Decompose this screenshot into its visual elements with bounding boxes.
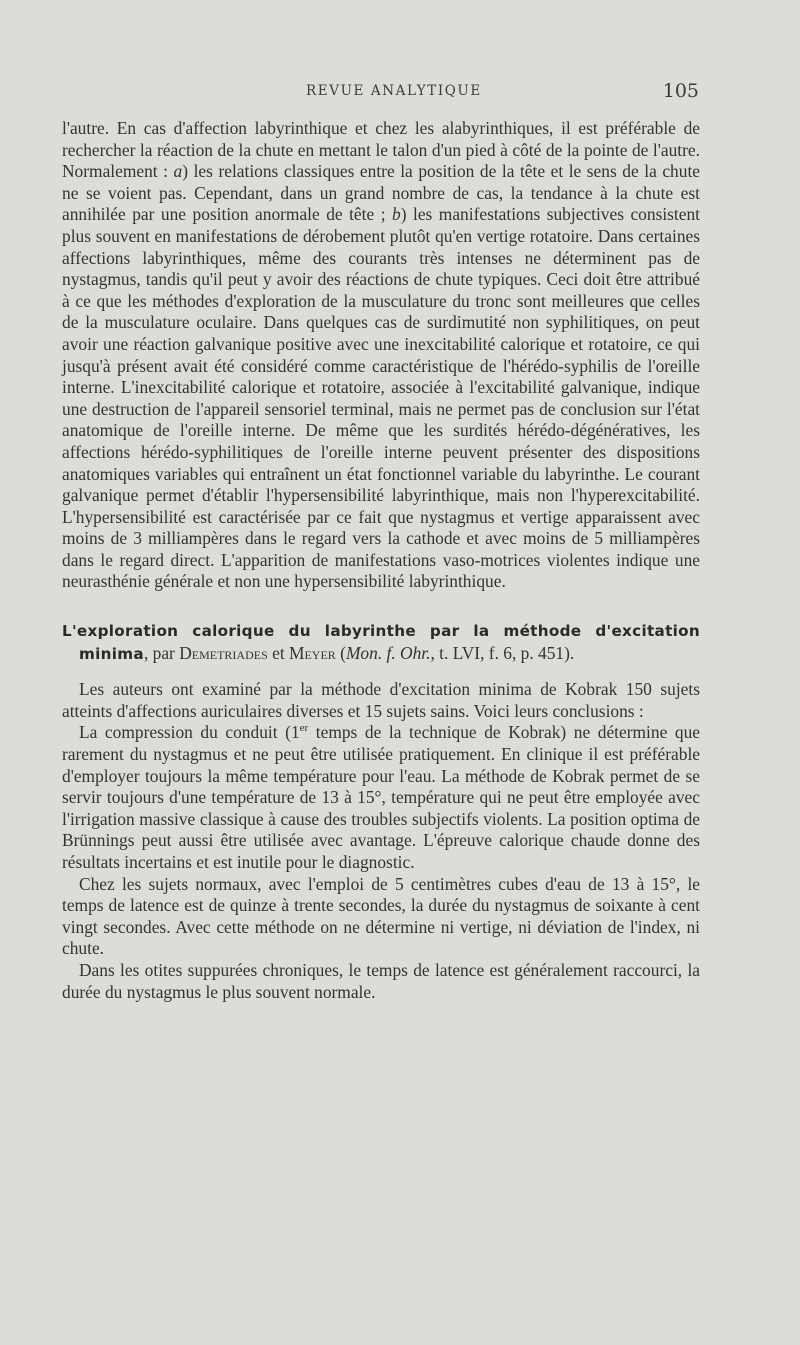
ref-open: ( [335, 642, 346, 663]
page-number: 105 [662, 80, 699, 102]
article-body [62, 118, 700, 1003]
article-title: L'exploration calorique du labyrinthe par la méthode d'excitation minima [62, 622, 700, 663]
list-label-a: a [173, 161, 183, 182]
paragraph-compression [62, 722, 700, 873]
running-head: REVUE ANALYTIQUE [306, 83, 482, 99]
list-label-b: b [392, 204, 401, 225]
ordinal-superscript: er [299, 722, 309, 735]
article-by: , par [143, 642, 180, 663]
intro-text-a: l'autre. En cas d'affection labyrinthique et chez les alabyrinthiques, il est préférable de rechercher la réaction de la chute en mettant le talon d'un pied à côté de la pointe de l'autre. Normalement : [62, 118, 700, 182]
page-header [74, 80, 699, 104]
author-meyer: Meyer [289, 642, 336, 663]
paragraph-normal-subjects: Chez les sujets normaux, avec l'emploi de 5 centimètres cubes d'eau de 13 à 15°, le temps de latence est de quinze à trente secondes, la durée du nystagmus de soixante à cent vingt secondes. Avec cette méthode on ne détermine ni vertige, ni déviation de l'index, ni chute. [62, 873, 700, 959]
ref-rest: , t. LVI, f. 6, p. 451). [430, 642, 575, 663]
paragraph-otitis: Dans les otites suppurées chroniques, le temps de latence est généralement raccourci, la durée du nystagmus le plus souvent normale. [62, 959, 700, 1002]
author-demetriades: Demetriades [179, 642, 268, 663]
intro-paragraph [62, 118, 700, 593]
intro-text-b: ) les relations classiques entre la position de la tête et le sens de la chute ne se voient pas. Cependant, dans un grand nombre de cas, la tendance à la chute est annihilée par une position anormale de tête ; [62, 161, 700, 225]
intro-text-c: ) les manifestations subjectives consistent plus souvent en manifestations de dérobement plutôt qu'en vertige rotatoire. Dans certaines affections labyrinthiques, même des courants très intenses ne déterminent pas de nystagmus, tandis qu'il peut y avoir des réactions de chute typiques. Ceci doit être attribué à ce que les méthodes d'exploration de la musculature du tronc sont meilleures que celles de la musculature oculaire. Dans quelques cas de surdimutité non syphilitiques, on peut avoir une réaction galvanique positive avec une inexcitabilité calorique et rotatoire, ce qui jusqu'à présent avait été considéré comme caractéristique de l'hérédo-syphilis de l'oreille interne. L'inexcitabilité calorique et rotatoire, associée à l'excitabilité galvanique, indique une destruction de l'appareil sensoriel terminal, mais ne permet pas de conclusion sur l'état anatomique de l'oreille interne. De même que les surdités hérédo-dégénératives, les affections hérédo-syphilitiques de l'oreille interne peuvent présenter des dispositions anatomiques variables qui entraînent un état fonctionnel variable du labyrinthe. Le courant galvanique permet d'établir l'hypersensibilité labyrinthique, mais non l'hyperexcitabilité. L'hypersensibilité est caractérisée par ce fait que nystagmus et vertige apparaissent avec moins de 3 milliampères dans le regard vers la cathode et avec moins de 5 milliampères dans le regard direct. L'apparition de manifestations vaso-motrices violentes indique une neurasthénie générale et non une hypersensibilité labyrinthique. [62, 204, 701, 592]
article-and: et [267, 642, 289, 663]
compression-text-a: La compression du conduit (1 [79, 722, 300, 743]
compression-text-b: temps de la technique de Kobrak) ne détermine que rarement du nystagmus et ne peut être utilisée pratiquement. En clinique il est préférable d'employer toujours la même température pour l'eau. La méthode de Kobrak permet de se servir toujours d'une température de 13 à 15°, température qui ne peut être employée avec l'irrigation massive classique à cause des troubles subjectifs violents. La position optima de Brünnings peut aussi être utilisée avec avantage. L'épreuve calorique chaude donne des résultats incertains et est inutile pour le diagnostic. [62, 722, 700, 872]
paragraph-methods: Les auteurs ont examiné par la méthode d'excitation minima de Kobrak 150 sujets atteints d'affections auriculaires diverses et 15 sujets sains. Voici leurs conclusions : [62, 679, 700, 721]
article-heading [62, 620, 700, 665]
journal-name: Mon. f. Ohr. [345, 642, 431, 663]
